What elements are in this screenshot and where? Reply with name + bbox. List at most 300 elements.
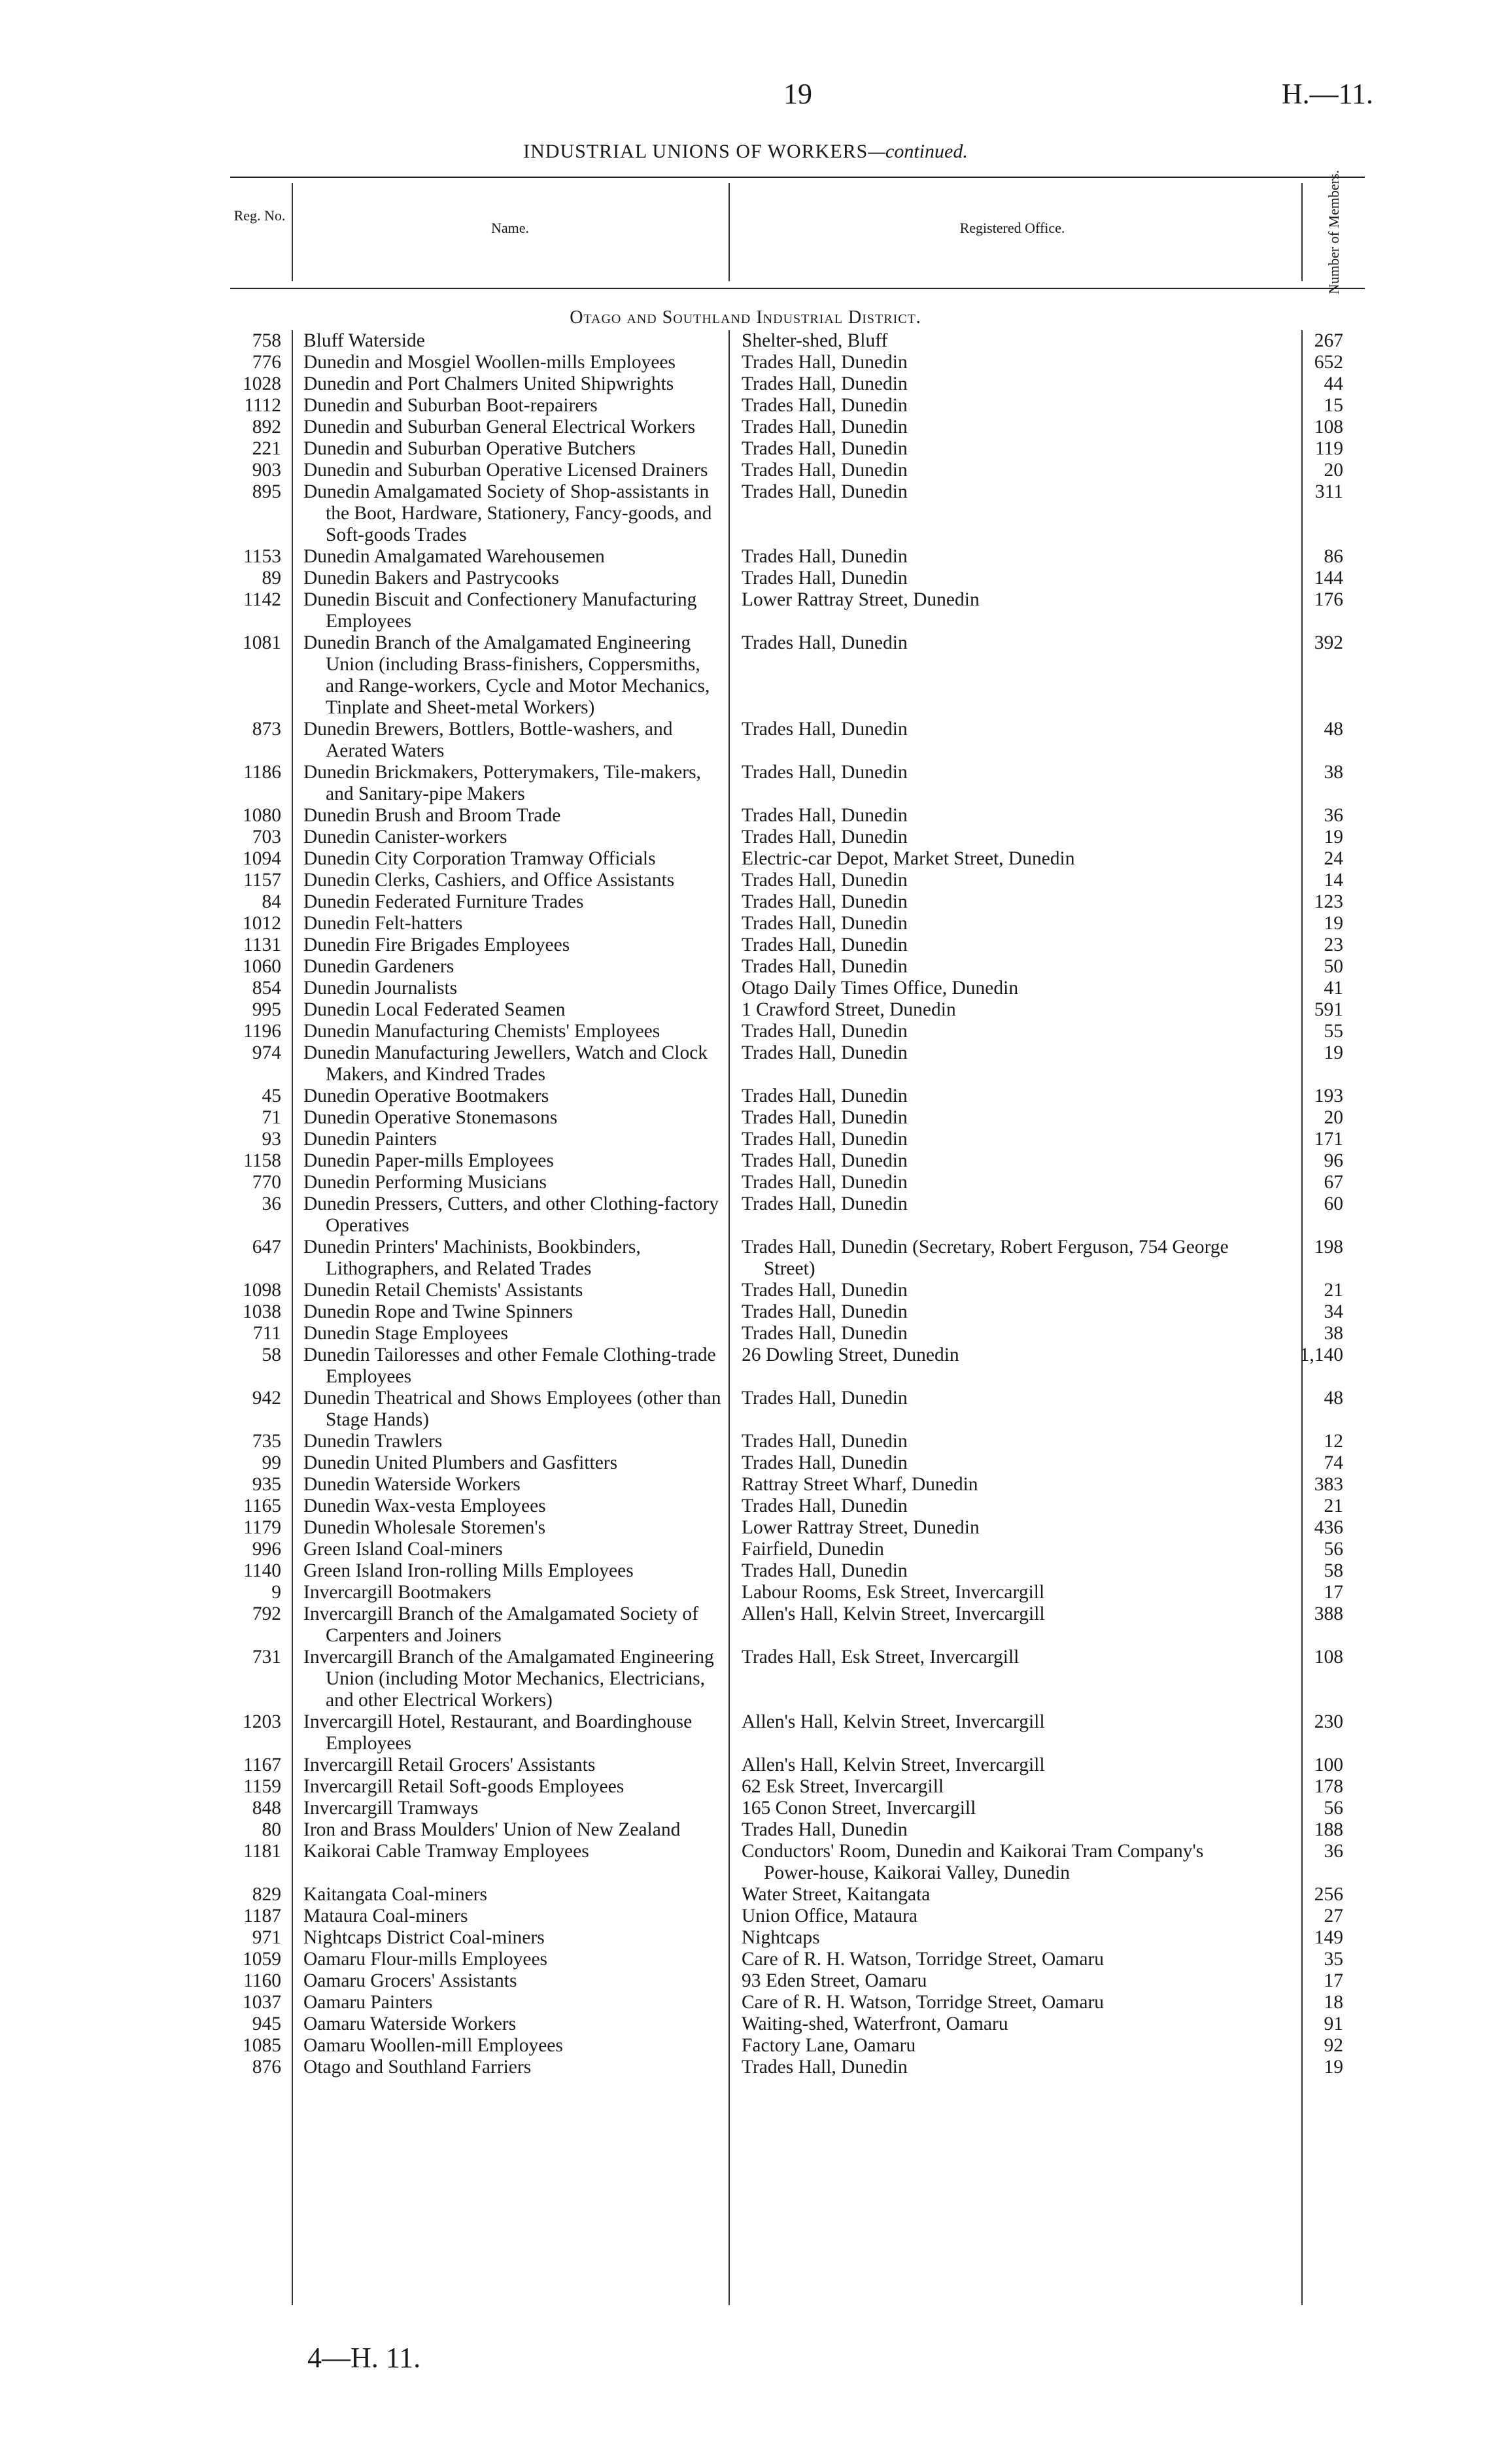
- office-cell-text: Allen's Hall, Kelvin Street, Invercargill: [742, 1603, 1045, 1624]
- reg-cell-text: 1160: [243, 1970, 281, 1991]
- table-row: [230, 827, 1365, 848]
- office-cell: [722, 1150, 1258, 1172]
- office-cell: [722, 2057, 1258, 2078]
- members-cell: [1258, 2013, 1350, 2035]
- name-cell-text: Dunedin Biscuit and Confectionery Manufacturing Employees: [303, 589, 697, 632]
- name-cell-text: Dunedin Federated Furniture Trades: [303, 891, 584, 912]
- name-cell: [290, 1193, 722, 1237]
- name-cell-text: Mataura Coal-miners: [303, 1906, 468, 1926]
- reg-cell-text: 9: [271, 1582, 281, 1603]
- reg-cell-text: 1167: [243, 1754, 281, 1775]
- reg-cell: [230, 481, 290, 503]
- members-cell-text: 34: [1324, 1301, 1343, 1322]
- name-cell-text: Dunedin Brickmakers, Potterymakers, Tile-makers, and Sanitary-pipe Makers: [303, 762, 701, 804]
- reg-cell-text: 58: [262, 1344, 281, 1365]
- table-row: [230, 1193, 1365, 1237]
- reg-cell-text: 735: [252, 1431, 281, 1452]
- members-cell: [1258, 1776, 1350, 1798]
- name-cell: [290, 2035, 722, 2057]
- reg-cell-text: 221: [252, 438, 281, 459]
- members-cell-text: 100: [1314, 1754, 1343, 1775]
- office-cell: [722, 934, 1258, 956]
- reg-cell-text: 1098: [243, 1280, 281, 1301]
- name-cell-text: Dunedin Amalgamated Society of Shop-assistants in the Boot, Hardware, Stationery, Fancy-goods, and Soft-goods Trades: [303, 481, 712, 545]
- table-row: [230, 805, 1365, 827]
- office-cell-text: Trades Hall, Dunedin: [742, 827, 908, 847]
- name-cell-text: Oamaru Painters: [303, 1992, 433, 2013]
- name-cell: [290, 2057, 722, 2078]
- reg-cell: [230, 1452, 290, 1474]
- office-cell: [722, 1496, 1258, 1517]
- reg-cell: [230, 1431, 290, 1452]
- name-cell-text: Dunedin and Mosgiel Woollen-mills Employees: [303, 352, 676, 373]
- table-row: [230, 1431, 1365, 1452]
- members-cell-text: 55: [1324, 1021, 1343, 1042]
- members-cell-text: 178: [1314, 1776, 1343, 1797]
- office-cell: [722, 1344, 1258, 1366]
- office-cell: [722, 589, 1258, 611]
- members-cell-text: 91: [1324, 2013, 1343, 2034]
- name-cell: [290, 1323, 722, 1344]
- members-cell-text: 36: [1324, 805, 1343, 826]
- reg-cell: [230, 719, 290, 740]
- office-cell: [722, 1884, 1258, 1906]
- table-row: [230, 1647, 1365, 1711]
- name-cell-text: Green Island Coal-miners: [303, 1539, 503, 1560]
- members-cell: [1258, 913, 1350, 934]
- name-cell: [290, 1150, 722, 1172]
- members-cell-text: 144: [1314, 568, 1343, 589]
- name-cell: [290, 978, 722, 999]
- members-cell: [1258, 1927, 1350, 1949]
- name-cell-text: Dunedin Fire Brigades Employees: [303, 934, 570, 955]
- name-cell: [290, 719, 722, 762]
- reg-cell-text: 758: [252, 330, 281, 351]
- members-cell-text: 48: [1324, 719, 1343, 740]
- members-cell: [1258, 1193, 1350, 1215]
- district-heading: Otago and Southland Industrial District.: [570, 307, 921, 328]
- name-cell-text: Dunedin Operative Bootmakers: [303, 1086, 549, 1106]
- reg-cell: [230, 2013, 290, 2035]
- table-row: [230, 2035, 1365, 2057]
- table-row: [230, 1042, 1365, 1086]
- members-cell: [1258, 934, 1350, 956]
- name-cell-text: Dunedin Gardeners: [303, 956, 454, 977]
- table-row: [230, 1841, 1365, 1884]
- reg-cell-text: 731: [252, 1647, 281, 1668]
- office-cell-text: 165 Conon Street, Invercargill: [742, 1798, 976, 1819]
- table-row: [230, 1539, 1365, 1560]
- members-cell-text: 58: [1324, 1560, 1343, 1581]
- name-cell: [290, 1776, 722, 1798]
- name-cell-text: Dunedin Paper-mills Employees: [303, 1150, 554, 1171]
- members-cell-text: 56: [1324, 1539, 1343, 1560]
- office-cell: [722, 1949, 1258, 1970]
- members-cell: [1258, 1431, 1350, 1452]
- running-title-main: INDUSTRIAL UNIONS OF WORKERS: [523, 141, 868, 162]
- office-cell: [722, 1603, 1258, 1625]
- name-cell: [290, 956, 722, 978]
- name-cell: [290, 460, 722, 481]
- table-header-rule: [230, 288, 1365, 289]
- name-cell-text: Dunedin and Suburban Operative Butchers: [303, 438, 636, 459]
- name-cell: [290, 632, 722, 719]
- members-cell-text: 21: [1324, 1280, 1343, 1301]
- members-cell-text: 27: [1324, 1906, 1343, 1926]
- name-cell: [290, 438, 722, 460]
- reg-cell: [230, 568, 290, 589]
- reg-cell: [230, 1172, 290, 1193]
- office-cell: [722, 1280, 1258, 1301]
- office-cell-text: Trades Hall, Dunedin: [742, 395, 908, 416]
- reg-cell-text: 71: [262, 1107, 281, 1128]
- name-cell-text: Dunedin Stage Employees: [303, 1323, 508, 1344]
- name-cell: [290, 1992, 722, 2013]
- reg-cell-text: 99: [262, 1452, 281, 1473]
- office-cell: [722, 913, 1258, 934]
- name-cell: [290, 934, 722, 956]
- table-row: [230, 481, 1365, 546]
- name-cell: [290, 481, 722, 546]
- table-row: [230, 870, 1365, 891]
- reg-cell-text: 996: [252, 1539, 281, 1560]
- office-cell: [722, 848, 1258, 870]
- office-cell: [722, 546, 1258, 568]
- name-cell: [290, 395, 722, 417]
- reg-cell: [230, 956, 290, 978]
- reg-cell-text: 903: [252, 460, 281, 481]
- members-cell: [1258, 1150, 1350, 1172]
- name-cell-text: Nightcaps District Coal-miners: [303, 1927, 545, 1948]
- office-cell-text: Water Street, Kaitangata: [742, 1884, 931, 1905]
- office-cell: [722, 1841, 1258, 1884]
- name-cell-text: Invercargill Branch of the Amalgamated Engineering Union (including Motor Mechanics, Electricians, and other Electrical Workers): [303, 1647, 714, 1711]
- reg-cell-text: 942: [252, 1388, 281, 1409]
- reg-cell: [230, 1150, 290, 1172]
- members-cell: [1258, 1992, 1350, 2013]
- name-cell: [290, 1086, 722, 1107]
- office-cell: [722, 1301, 1258, 1323]
- office-cell-text: Trades Hall, Dunedin: [742, 1129, 908, 1150]
- members-cell: [1258, 1280, 1350, 1301]
- reg-cell-text: 1094: [243, 848, 281, 869]
- office-cell-text: Trades Hall, Dunedin: [742, 460, 908, 481]
- office-cell: [722, 762, 1258, 783]
- members-cell: [1258, 1539, 1350, 1560]
- reg-cell-text: 895: [252, 481, 281, 502]
- members-cell-text: 41: [1324, 978, 1343, 999]
- members-cell-text: 21: [1324, 1496, 1343, 1516]
- name-cell: [290, 330, 722, 352]
- table-row: [230, 632, 1365, 719]
- members-cell: [1258, 417, 1350, 438]
- reg-cell: [230, 1603, 290, 1625]
- name-cell: [290, 1042, 722, 1086]
- reg-cell: [230, 1560, 290, 1582]
- name-cell: [290, 352, 722, 373]
- reg-cell-text: 854: [252, 978, 281, 999]
- office-cell-text: Trades Hall, Dunedin: [742, 1323, 908, 1344]
- members-cell-text: 108: [1314, 1647, 1343, 1668]
- name-cell: [290, 999, 722, 1021]
- members-cell-text: 23: [1324, 934, 1343, 955]
- column-header-members: [1305, 169, 1363, 295]
- table-row: [230, 1970, 1365, 1992]
- name-cell-text: Bluff Waterside: [303, 330, 425, 351]
- office-cell: [722, 352, 1258, 373]
- name-cell: [290, 805, 722, 827]
- office-cell: [722, 481, 1258, 503]
- members-cell: [1258, 1970, 1350, 1992]
- name-cell-text: Invercargill Hotel, Restaurant, and Boardinghouse Employees: [303, 1711, 693, 1754]
- office-cell-text: Trades Hall, Dunedin: [742, 2057, 908, 2078]
- reg-cell: [230, 1647, 290, 1668]
- members-cell: [1258, 805, 1350, 827]
- table-row: [230, 1086, 1365, 1107]
- table-row: [230, 546, 1365, 568]
- office-cell: [722, 1776, 1258, 1798]
- office-cell: [722, 1754, 1258, 1776]
- table-row: [230, 978, 1365, 999]
- name-cell-text: Green Island Iron-rolling Mills Employees: [303, 1560, 634, 1581]
- office-cell: [722, 2035, 1258, 2057]
- office-cell: [722, 870, 1258, 891]
- members-cell: [1258, 1819, 1350, 1841]
- table-row: [230, 934, 1365, 956]
- reg-cell-text: 1179: [243, 1517, 281, 1538]
- office-cell: [722, 1970, 1258, 1992]
- members-cell: [1258, 2035, 1350, 2057]
- office-cell-text: Trades Hall, Dunedin: [742, 1042, 908, 1063]
- reg-cell: [230, 352, 290, 373]
- reg-cell-text: 1081: [243, 632, 281, 653]
- members-cell-text: 74: [1324, 1452, 1343, 1473]
- name-cell-text: Dunedin Painters: [303, 1129, 437, 1150]
- members-cell: [1258, 1323, 1350, 1344]
- members-cell: [1258, 352, 1350, 373]
- office-cell: [722, 1711, 1258, 1733]
- name-cell-text: Dunedin Wax-vesta Employees: [303, 1496, 546, 1516]
- members-cell: [1258, 1172, 1350, 1193]
- table-row: [230, 1496, 1365, 1517]
- name-cell: [290, 1949, 722, 1970]
- reg-cell-text: 770: [252, 1172, 281, 1193]
- members-cell-text: 86: [1324, 546, 1343, 567]
- members-cell-text: 44: [1324, 373, 1343, 394]
- office-cell: [722, 805, 1258, 827]
- table-row: [230, 1927, 1365, 1949]
- office-cell-text: Trades Hall, Dunedin: [742, 481, 908, 502]
- office-cell-text: Trades Hall, Dunedin: [742, 913, 908, 934]
- name-cell-text: Dunedin Theatrical and Shows Employees (other than Stage Hands): [303, 1388, 721, 1430]
- office-cell: [722, 330, 1258, 352]
- office-cell: [722, 1172, 1258, 1193]
- office-cell-text: Allen's Hall, Kelvin Street, Invercargill: [742, 1711, 1045, 1732]
- members-cell-text: 50: [1324, 956, 1343, 977]
- members-cell-text: 388: [1314, 1603, 1343, 1624]
- office-cell-text: Otago Daily Times Office, Dunedin: [742, 978, 1019, 999]
- reg-cell-text: 829: [252, 1884, 281, 1905]
- table-row: [230, 848, 1365, 870]
- name-cell-text: Oamaru Woollen-mill Employees: [303, 2035, 563, 2056]
- members-cell-text: 15: [1324, 395, 1343, 416]
- members-cell-text: 193: [1314, 1086, 1343, 1106]
- reg-cell: [230, 460, 290, 481]
- members-cell-text: 96: [1324, 1150, 1343, 1171]
- office-cell: [722, 1474, 1258, 1496]
- office-cell-text: Factory Lane, Oamaru: [742, 2035, 916, 2056]
- reg-cell: [230, 913, 290, 934]
- name-cell-text: Dunedin Brewers, Bottlers, Bottle-washers, and Aerated Waters: [303, 719, 673, 761]
- members-cell: [1258, 1884, 1350, 1906]
- office-cell: [722, 1323, 1258, 1344]
- office-cell-text: Trades Hall, Dunedin: [742, 1301, 908, 1322]
- union-table-body: [230, 330, 1365, 2078]
- table-row: [230, 1560, 1365, 1582]
- office-cell: [722, 978, 1258, 999]
- office-cell-text: Trades Hall, Dunedin: [742, 1150, 908, 1171]
- table-row: [230, 1301, 1365, 1323]
- office-cell: [722, 568, 1258, 589]
- name-cell-text: Dunedin Manufacturing Chemists' Employees: [303, 1021, 660, 1042]
- members-cell-text: 19: [1324, 827, 1343, 847]
- name-cell-text: Dunedin Bakers and Pastrycooks: [303, 568, 559, 589]
- page-number: 19: [783, 78, 812, 110]
- name-cell: [290, 762, 722, 805]
- name-cell: [290, 1906, 722, 1927]
- reg-cell-text: 36: [262, 1193, 281, 1214]
- reg-cell: [230, 1496, 290, 1517]
- reg-cell: [230, 1107, 290, 1129]
- reg-cell: [230, 827, 290, 848]
- members-cell: [1258, 632, 1350, 654]
- members-cell: [1258, 719, 1350, 740]
- name-cell-text: Dunedin Operative Stonemasons: [303, 1107, 558, 1128]
- members-cell-text: 60: [1324, 1193, 1343, 1214]
- members-cell-text: 92: [1324, 2035, 1343, 2056]
- office-cell-text: Trades Hall, Dunedin: [742, 373, 908, 394]
- office-cell-text: Care of R. H. Watson, Torridge Street, Oamaru: [742, 1992, 1105, 2013]
- office-cell: [722, 1042, 1258, 1064]
- name-cell-text: Kaitangata Coal-miners: [303, 1884, 487, 1905]
- name-cell-text: Dunedin Wholesale Storemen's: [303, 1517, 546, 1538]
- office-cell-text: 62 Esk Street, Invercargill: [742, 1776, 944, 1797]
- reg-cell-text: 945: [252, 2013, 281, 2034]
- column-header-members-label: Number of Members.: [1326, 169, 1342, 295]
- table-row: [230, 1992, 1365, 2013]
- office-cell-text: Labour Rooms, Esk Street, Invercargill: [742, 1582, 1045, 1603]
- column-header-reg: Reg. No.: [233, 207, 286, 224]
- office-cell-text: Trades Hall, Dunedin: [742, 870, 908, 891]
- members-cell: [1258, 1452, 1350, 1474]
- reg-cell-text: 1157: [243, 870, 281, 891]
- name-cell: [290, 1582, 722, 1603]
- office-cell: [722, 1517, 1258, 1539]
- office-cell-text: Nightcaps: [742, 1927, 820, 1948]
- name-cell-text: Dunedin Clerks, Cashiers, and Office Assistants: [303, 870, 675, 891]
- name-cell: [290, 1884, 722, 1906]
- table-row: [230, 2057, 1365, 2078]
- members-cell: [1258, 1042, 1350, 1064]
- office-cell-text: Trades Hall, Dunedin: [742, 568, 908, 589]
- members-cell: [1258, 978, 1350, 999]
- name-cell: [290, 1237, 722, 1280]
- office-cell-text: Trades Hall, Dunedin: [742, 1280, 908, 1301]
- members-cell-text: 19: [1324, 2057, 1343, 2078]
- name-cell: [290, 913, 722, 934]
- members-cell-text: 1,140: [1299, 1344, 1343, 1365]
- members-cell-text: 38: [1324, 762, 1343, 783]
- name-cell-text: Dunedin Pressers, Cutters, and other Clothing-factory Operatives: [303, 1193, 719, 1236]
- reg-cell: [230, 870, 290, 891]
- name-cell: [290, 1560, 722, 1582]
- document-code: H.—11.: [1281, 78, 1373, 110]
- reg-cell-text: 995: [252, 999, 281, 1020]
- office-cell-text: Lower Rattray Street, Dunedin: [742, 1517, 980, 1538]
- table-row: [230, 438, 1365, 460]
- members-cell: [1258, 1129, 1350, 1150]
- reg-cell-text: 892: [252, 417, 281, 437]
- members-cell: [1258, 1344, 1350, 1366]
- reg-cell: [230, 2057, 290, 2078]
- table-row: [230, 1129, 1365, 1150]
- table-row: [230, 568, 1365, 589]
- reg-cell: [230, 891, 290, 913]
- office-cell-text: Union Office, Mataura: [742, 1906, 917, 1926]
- members-cell: [1258, 1711, 1350, 1733]
- members-cell-text: 383: [1314, 1474, 1343, 1495]
- office-cell: [722, 1452, 1258, 1474]
- name-cell: [290, 1539, 722, 1560]
- name-cell: [290, 1344, 722, 1388]
- members-cell: [1258, 546, 1350, 568]
- reg-cell-text: 45: [262, 1086, 281, 1106]
- name-cell-text: Dunedin Performing Musicians: [303, 1172, 547, 1193]
- members-cell-text: 230: [1314, 1711, 1343, 1732]
- table-row: [230, 330, 1365, 352]
- office-cell-text: 26 Dowling Street, Dunedin: [742, 1344, 959, 1365]
- name-cell-text: Oamaru Waterside Workers: [303, 2013, 517, 2034]
- table-row: [230, 373, 1365, 395]
- reg-cell-text: 1085: [243, 2035, 281, 2056]
- office-cell: [722, 891, 1258, 913]
- table-row: [230, 589, 1365, 632]
- name-cell: [290, 1431, 722, 1452]
- name-cell: [290, 870, 722, 891]
- members-cell: [1258, 438, 1350, 460]
- members-cell: [1258, 1301, 1350, 1323]
- reg-cell: [230, 395, 290, 417]
- reg-cell: [230, 1388, 290, 1409]
- members-cell-text: 123: [1314, 891, 1343, 912]
- reg-cell-text: 792: [252, 1603, 281, 1624]
- office-cell: [722, 956, 1258, 978]
- reg-cell: [230, 1193, 290, 1215]
- name-cell-text: Invercargill Retail Soft-goods Employees: [303, 1776, 625, 1797]
- name-cell: [290, 1496, 722, 1517]
- members-cell-text: 14: [1324, 870, 1343, 891]
- reg-cell-text: 711: [252, 1323, 281, 1344]
- members-cell: [1258, 1517, 1350, 1539]
- name-cell: [290, 373, 722, 395]
- members-cell: [1258, 1237, 1350, 1258]
- office-cell-text: 1 Crawford Street, Dunedin: [742, 999, 956, 1020]
- reg-cell: [230, 1884, 290, 1906]
- reg-cell: [230, 1021, 290, 1042]
- reg-cell-text: 776: [252, 352, 281, 373]
- office-cell-text: Trades Hall, Esk Street, Invercargill: [742, 1647, 1020, 1668]
- reg-cell: [230, 1344, 290, 1366]
